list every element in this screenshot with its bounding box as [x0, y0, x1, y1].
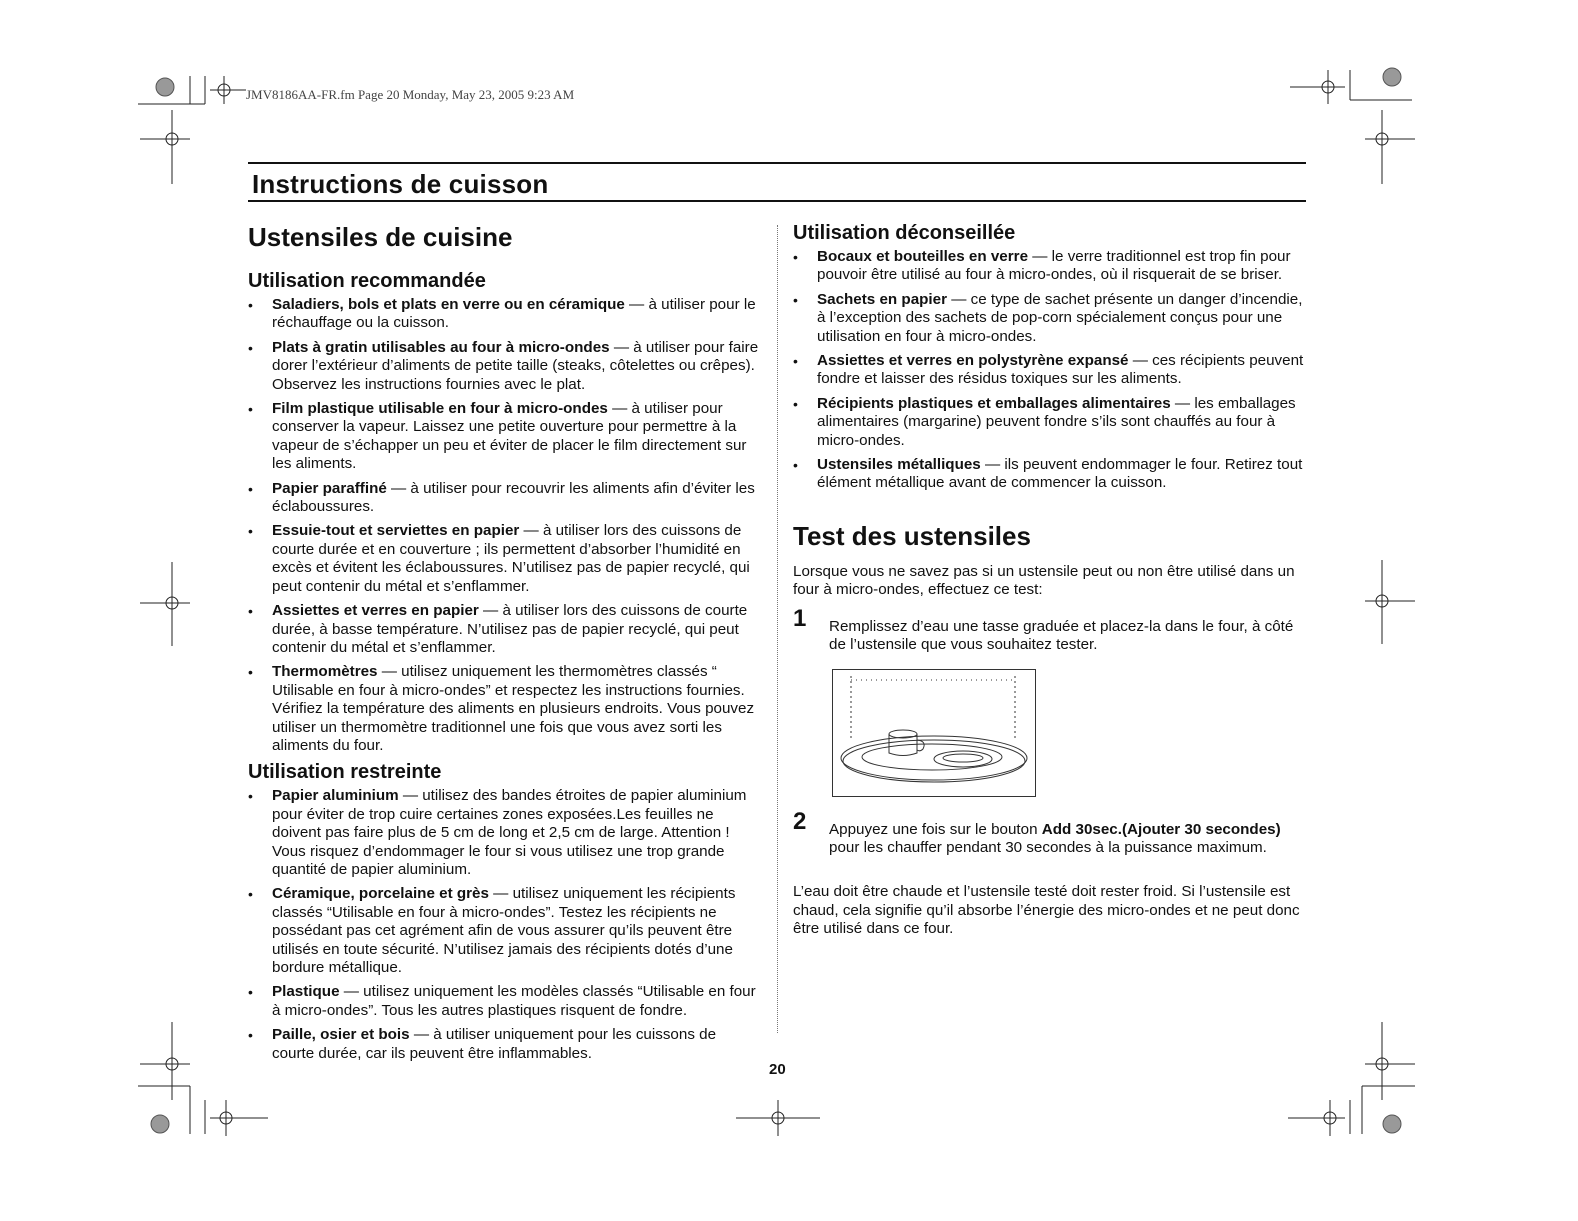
top-rule [248, 162, 1306, 164]
list-item: • Papier aluminium — utilisez des bandes étroites de papier aluminium pour éviter de trop cuire certaines zones exposées.Les feuilles ne doivent pas faire plus de 5 cm de long et 2,5 cm de large. Attention ! Vous risquez d’endommager le four si vous utilisez une trop grande quantité de papier aluminium. [248, 787, 762, 879]
utensils-title: Ustensiles de cuisine [248, 222, 513, 252]
list-item: • Assiettes et verres en polystyrène expansé — ces récipients peuvent fondre et laisser des résidus toxiques sur les aliments. [793, 352, 1307, 389]
not-recommended-list [793, 248, 1307, 493]
list-item: • Bocaux et bouteilles en verre — le verre traditionnel est trop fin pour pouvoir être utilisé au four à micro-ondes, où il risquerait de se briser. [793, 248, 1307, 285]
turntable-illustration [832, 669, 1036, 797]
test-conclusion: L’eau doit être chaude et l’ustensile testé doit rester froid. Si l’ustensile est chaud, cela signifie qu’il absorbe l’énergie des micro-ondes et ne peut donc être utilisé dans ce four. [793, 883, 1300, 938]
step-1-number: 1 [793, 604, 807, 632]
step-2: 2 Appuyez une fois sur le bouton Add 30sec.(Ajouter 30 secondes) pour les chauffer pendant 30 secondes à la puissance maximum. [793, 807, 1281, 856]
step-1-text: Remplissez d’eau une tasse graduée et placez-la dans le four, à côté de l’ustensile que vous souhaitez tester. [829, 617, 1294, 654]
recommended-list [248, 296, 762, 755]
test-intro: Lorsque vous ne savez pas si un ustensile peut ou non être utilisé dans un four à micro-ondes, effectuez ce test: [793, 562, 1295, 599]
not-recommended-heading: Utilisation déconseillée [793, 222, 1016, 244]
title-rule [248, 200, 1306, 202]
list-item: • Ustensiles métalliques — ils peuvent endommager le four. Retirez tout élément métallique avant de commencer la cuisson. [793, 456, 1307, 493]
restricted-heading: Utilisation restreinte [248, 761, 442, 784]
right-column [793, 222, 1307, 939]
step-1 [793, 604, 1307, 655]
list-item: • Sachets en papier — ce type de sachet présente un danger d’incendie, à l’exception des sachets de pop-corn spécialement conçus pour une utilisation en four à micro-ondes. [793, 291, 1307, 346]
file-header: JMV8186AA-FR.fm Page 20 Monday, May 23, 2005 9:23 AM [246, 87, 575, 102]
list-item: • Plastique — utilisez uniquement les modèles classés “Utilisable en four à micro-ondes”. Tous les autres plastiques risquent de fondre. [248, 983, 762, 1020]
section-title: Instructions de cuisson [252, 169, 549, 199]
list-item: • Céramique, porcelaine et grès — utilisez uniquement les récipients classés “Utilisable en four à micro-ondes”. Testez les récipients ne possédant pas cet agrément afin de vous assurer qu’ils peuvent être utilisés en toute sécurité. N’utilisez jamais des récipients dotés d’une bordure métallique. [248, 885, 762, 977]
page-number: 20 [769, 1061, 786, 1078]
list-item: • Saladiers, bols et plats en verre ou en céramique — à utiliser pour le réchauffage ou la cuisson. [248, 296, 762, 333]
list-item: • Essuie-tout et serviettes en papier — à utiliser lors des cuissons de courte durée et en couverture ; ils permettent d’absorber l’humidité en excès et évitent les éclaboussures. N’utilisez pas de papier recyclé, qui peut contenir du métal et s’enflammer. [248, 522, 762, 596]
list-item: • Film plastique utilisable en four à micro-ondes — à utiliser pour conserver la vapeur. Laissez une petite ouverture pour permettre à la vapeur de s’échapper un peu et éviter de placer le film directement sur les aliments. [248, 400, 762, 474]
column-divider [777, 225, 778, 1033]
list-item: • Papier paraffiné — à utiliser pour recouvrir les aliments afin d’éviter les éclaboussures. [248, 480, 762, 517]
step-2-number: 2 [793, 807, 807, 835]
recommended-heading: Utilisation recommandée [248, 270, 486, 292]
list-item: • Plats à gratin utilisables au four à micro-ondes — à utiliser pour faire dorer l’extérieur d’aliments de petite taille (steaks, côtelettes ou crêpes). Observez les instructions fournies avec le plat. [248, 339, 762, 394]
list-item: • Récipients plastiques et emballages alimentaires — les emballages alimentaires (margarine) peuvent fondre s’ils sont chauffés au four à micro-ondes. [793, 395, 1307, 450]
list-item: • Thermomètres — utilisez uniquement les thermomètres classés “ Utilisable en four à micro-ondes” et respectez les instructions fournies. Vérifiez la température des aliments en plusieurs endroits. Vous pouvez utiliser un thermomètre traditionnel une fois que vous avez sorti les aliments du four. [248, 663, 762, 755]
list-item: • Paille, osier et bois — à utiliser uniquement pour les cuissons de courte durée, car ils peuvent être inflammables. [248, 1026, 762, 1063]
list-item: • Assiettes et verres en papier — à utiliser lors des cuissons de courte durée, à basse température. N’utilisez pas de papier recyclé, qui peut contenir du métal et s’enflammer. [248, 602, 762, 657]
restricted-list [248, 787, 762, 1063]
left-column [248, 222, 762, 1069]
test-title: Test des ustensiles [793, 520, 1031, 551]
